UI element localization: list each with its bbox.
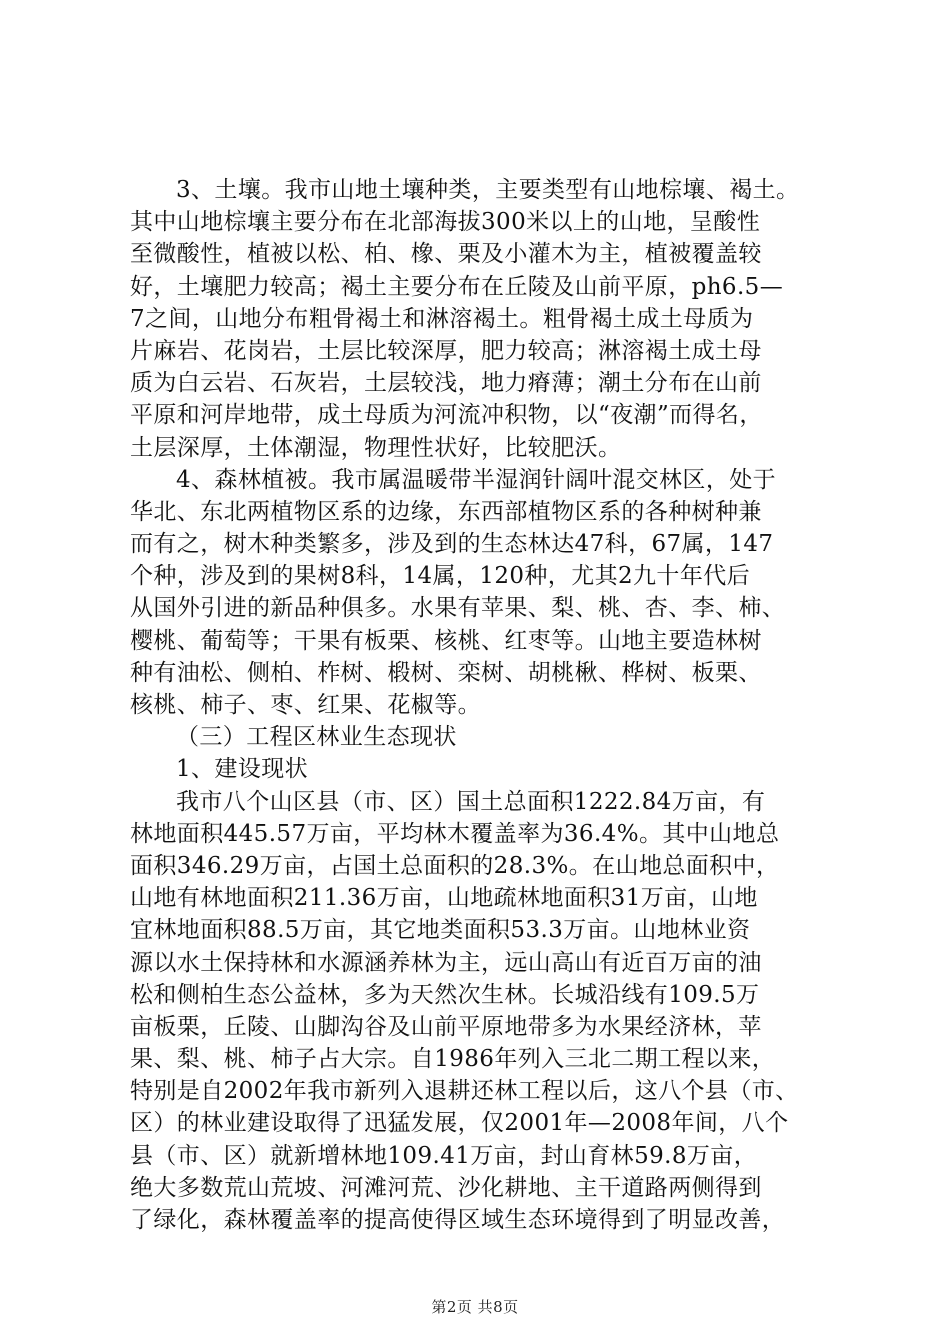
text-line: 樱桃、葡萄等；干果有板栗、核桃、红枣等。山地主要造林树 [130, 627, 762, 654]
text-line: 从国外引进的新品种俱多。水果有苹果、梨、桃、杏、李、柿、 [130, 595, 786, 622]
text-line: 松和侧柏生态公益林，多为天然次生林。长城沿线有109.5万 [130, 981, 760, 1008]
page-footer: 第2页 共8页 [431, 1298, 519, 1316]
text-line: 3、土壤。我市山地土壤种类，主要类型有山地棕壤、褐土。 [176, 177, 800, 203]
text-line: 区）的林业建设取得了迅猛发展，仅2001年—2008年间，八个 [130, 1110, 789, 1137]
document-body [130, 174, 842, 1236]
text-line: 山地有林地面积211.36万亩，山地疏林地面积31万亩，山地 [130, 885, 758, 912]
text-line: 华北、东北两植物区系的边缘，东西部植物区系的各种树种兼 [130, 498, 762, 525]
text-line: 宜林地面积88.5万亩，其它地类面积53.3万亩。山地林业资 [130, 917, 751, 944]
text-line: 平原和河岸地带，成土母质为河流冲积物，以“夜潮”而得名， [130, 402, 763, 429]
text-line: 其中山地棕壤主要分布在北部海拔300米以上的山地，呈酸性 [130, 209, 761, 236]
text-line: 面积346.29万亩，占国土总面积的28.3%。在山地总面积中， [130, 852, 780, 879]
text-line: 源以水土保持林和水源涵养林为主，远山高山有近百万亩的油 [130, 949, 762, 976]
text-line: 核桃、柿子、枣、红果、花椒等。 [130, 692, 481, 718]
text-line: 了绿化，森林覆盖率的提高使得区域生态环境得到了明显改善， [130, 1207, 786, 1233]
text-line: 县（市、区）就新增林地109.41万亩，封山育林59.8万亩， [130, 1142, 758, 1169]
text-line: 质为白云岩、石灰岩，土层较浅，地力瘠薄；潮土分布在山前 [130, 370, 762, 397]
text-line: （三）工程区林业生态现状 [176, 724, 457, 751]
text-line: 林地面积445.57万亩，平均林木覆盖率为36.4%。其中山地总 [130, 820, 780, 847]
text-line: 4、森林植被。我市属温暖带半湿润针阔叶混交林区，处于 [176, 466, 777, 493]
text-line: 片麻岩、花岗岩，土层比较深厚，肥力较高；淋溶褐土成土母 [130, 337, 762, 364]
text-line: 亩板栗，丘陵、山脚沟谷及山前平原地带多为水果经济林，苹 [130, 1013, 762, 1040]
text-line: 1、建设现状 [176, 756, 309, 783]
text-line: 好，土壤肥力较高；褐土主要分布在丘陵及山前平原，ph6.5— [130, 273, 784, 300]
text-line: 而有之，树木种类繁多，涉及到的生态林达47科，67属，147 [130, 531, 774, 558]
text-line: 土层深厚，土体潮湿，物理性状好，比较肥沃。 [130, 434, 622, 461]
text-line: 我市八个山区县（市、区）国土总面积1222.84万亩，有 [176, 788, 766, 815]
text-line: 种有油松、侧柏、柞树、椴树、栾树、胡桃楸、桦树、板栗、 [130, 659, 762, 686]
text-line: 果、梨、桃、柿子占大宗。自1986年列入三北二期工程以来， [130, 1046, 776, 1073]
text-line: 个种，涉及到的果树8科，14属，120种，尤其2九十年代后 [130, 563, 751, 590]
text-line: 7之间，山地分布粗骨褐土和淋溶褐土。粗骨褐土成土母质为 [130, 305, 754, 332]
text-line: 至微酸性，植被以松、柏、橡、栗及小灌木为主，植被覆盖较 [130, 241, 762, 268]
text-line: 绝大多数荒山荒坡、河滩河荒、沙化耕地、主干道路两侧得到 [130, 1174, 762, 1201]
text-line: 特别是自2002年我市新列入退耕还林工程以后，这八个县（市、 [130, 1078, 799, 1105]
